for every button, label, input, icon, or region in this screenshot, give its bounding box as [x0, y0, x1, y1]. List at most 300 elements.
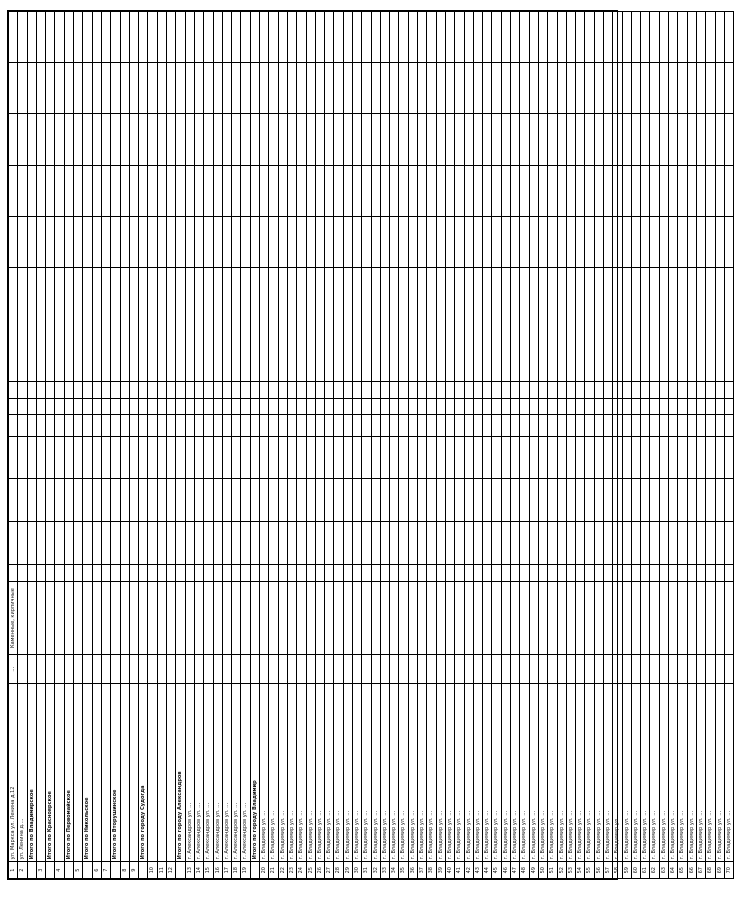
row-number-cell: 31	[362, 862, 371, 879]
year-cell	[64, 655, 73, 684]
table-row	[306, 12, 315, 879]
indicator-cell	[64, 381, 73, 398]
year-cell	[408, 655, 417, 684]
table-row	[678, 12, 687, 879]
area-cell	[678, 436, 687, 479]
total-area-cell	[204, 522, 213, 565]
amount-cell	[445, 216, 454, 267]
amount-cell	[204, 165, 213, 216]
indicator-cell	[334, 381, 343, 398]
table-row	[222, 12, 231, 879]
floors-cell	[334, 565, 343, 582]
floors-cell	[483, 565, 492, 582]
indicator-cell	[464, 381, 473, 398]
year-cell	[390, 655, 399, 684]
living-area-cell	[27, 479, 36, 522]
indicator-cell	[352, 381, 361, 398]
living-area-cell	[241, 479, 250, 522]
flats-cell	[297, 415, 306, 436]
managing-org-cell	[427, 267, 436, 381]
floors-cell	[501, 565, 510, 582]
living-area-cell	[157, 479, 166, 522]
address-cell	[167, 683, 176, 861]
wall-material-cell	[352, 581, 361, 655]
total-area-cell	[399, 522, 408, 565]
flats-cell	[148, 415, 157, 436]
indicator-cell	[250, 381, 259, 398]
amount-cell	[260, 12, 269, 63]
row-number-cell: 69	[715, 862, 724, 879]
indicator-cell	[260, 381, 269, 398]
row-number-cell: 52	[557, 862, 566, 879]
indicator-cell	[659, 381, 668, 398]
managing-org-cell	[185, 267, 194, 381]
floors-cell	[148, 565, 157, 582]
indicator-cell	[92, 381, 101, 398]
row-number-cell: 35	[399, 862, 408, 879]
table-row	[659, 12, 668, 879]
amount-cell	[445, 114, 454, 165]
flats-cell	[287, 415, 296, 436]
area-cell	[436, 436, 445, 479]
table-row	[408, 12, 417, 879]
wall-material-cell	[139, 581, 148, 655]
row-number-cell: 28	[334, 862, 343, 879]
amount-cell	[120, 165, 129, 216]
area-cell	[483, 436, 492, 479]
year-cell	[27, 655, 36, 684]
amount-cell	[408, 63, 417, 114]
amount-cell	[529, 114, 538, 165]
address-cell: г. Владимир ул. …	[473, 683, 482, 861]
flats-cell	[566, 415, 575, 436]
amount-cell	[585, 63, 594, 114]
flats-cell	[650, 415, 659, 436]
indicator-cell	[167, 398, 176, 415]
indicator-cell	[390, 381, 399, 398]
flats-cell	[92, 415, 101, 436]
amount-cell	[343, 216, 352, 267]
area-cell	[641, 436, 650, 479]
living-area-cell	[501, 479, 510, 522]
table-row	[436, 12, 445, 879]
managing-org-cell	[371, 267, 380, 381]
amount-cell	[92, 63, 101, 114]
row-number-cell: 29	[343, 862, 352, 879]
total-area-cell	[604, 522, 613, 565]
year-cell	[669, 655, 678, 684]
wall-material-cell	[418, 581, 427, 655]
indicator-cell	[111, 398, 120, 415]
amount-cell	[538, 63, 547, 114]
indicator-cell	[343, 398, 352, 415]
table-row	[18, 12, 27, 879]
table-row	[148, 12, 157, 879]
total-area-cell	[548, 522, 557, 565]
living-area-cell	[445, 479, 454, 522]
floors-cell	[604, 565, 613, 582]
amount-cell	[157, 114, 166, 165]
managing-org-cell	[724, 267, 733, 381]
amount-cell	[613, 165, 622, 216]
total-area-cell	[464, 522, 473, 565]
amount-cell	[641, 114, 650, 165]
flats-cell	[455, 415, 464, 436]
amount-cell	[576, 165, 585, 216]
managing-org-cell	[250, 267, 259, 381]
floors-cell	[669, 565, 678, 582]
indicator-cell	[167, 381, 176, 398]
flats-cell	[520, 415, 529, 436]
living-area-cell	[641, 479, 650, 522]
flats-cell	[631, 415, 640, 436]
living-area-cell	[473, 479, 482, 522]
floors-cell	[139, 565, 148, 582]
table-group-total-row	[176, 12, 185, 879]
floors-cell	[390, 565, 399, 582]
floors-cell	[315, 565, 324, 582]
table-row	[334, 12, 343, 879]
flats-cell	[194, 415, 203, 436]
indicator-cell	[371, 398, 380, 415]
indicator-cell	[650, 381, 659, 398]
indicator-cell	[715, 398, 724, 415]
area-cell	[371, 436, 380, 479]
year-cell	[511, 655, 520, 684]
area-cell	[269, 436, 278, 479]
amount-cell	[92, 12, 101, 63]
amount-cell	[678, 114, 687, 165]
floors-cell	[194, 565, 203, 582]
floors-cell	[715, 565, 724, 582]
amount-cell	[269, 165, 278, 216]
amount-cell	[306, 216, 315, 267]
flats-cell	[222, 415, 231, 436]
area-cell	[260, 436, 269, 479]
address-cell: г. Владимир ул. …	[352, 683, 361, 861]
living-area-cell	[148, 479, 157, 522]
amount-cell	[715, 63, 724, 114]
table-row	[297, 12, 306, 879]
year-cell	[36, 655, 45, 684]
amount-cell	[483, 63, 492, 114]
total-area-cell	[120, 522, 129, 565]
indicator-cell	[250, 398, 259, 415]
amount-cell	[148, 63, 157, 114]
row-number-cell: 39	[436, 862, 445, 879]
total-area-cell	[538, 522, 547, 565]
flats-cell	[36, 415, 45, 436]
table-row	[9, 12, 18, 879]
amount-cell	[585, 12, 594, 63]
indicator-cell	[576, 398, 585, 415]
indicator-cell	[557, 398, 566, 415]
row-number-cell: 60	[631, 862, 640, 879]
area-cell	[111, 436, 120, 479]
table-row	[204, 12, 213, 879]
amount-cell	[650, 114, 659, 165]
indicator-cell	[455, 381, 464, 398]
amount-cell	[315, 63, 324, 114]
managing-org-cell	[631, 267, 640, 381]
amount-cell	[473, 12, 482, 63]
year-cell	[83, 655, 92, 684]
wall-material-cell	[27, 581, 36, 655]
area-cell	[194, 436, 203, 479]
area-cell	[129, 436, 138, 479]
indicator-cell	[157, 381, 166, 398]
wall-material-cell	[641, 581, 650, 655]
year-cell	[362, 655, 371, 684]
flats-cell	[18, 415, 27, 436]
address-cell: г. Владимир ул. …	[594, 683, 603, 861]
amount-cell	[139, 114, 148, 165]
amount-cell	[696, 12, 705, 63]
flats-cell	[9, 415, 18, 436]
year-cell	[594, 655, 603, 684]
indicator-cell	[585, 381, 594, 398]
living-area-cell	[613, 479, 622, 522]
amount-cell	[46, 114, 55, 165]
amount-cell	[408, 12, 417, 63]
wall-material-cell	[334, 581, 343, 655]
table-row	[315, 12, 324, 879]
year-cell	[622, 655, 631, 684]
managing-org-cell	[613, 267, 622, 381]
amount-cell	[622, 216, 631, 267]
amount-cell	[111, 12, 120, 63]
amount-cell	[724, 216, 733, 267]
flats-cell	[362, 415, 371, 436]
indicator-cell	[27, 381, 36, 398]
table-row	[669, 12, 678, 879]
floors-cell	[204, 565, 213, 582]
row-number-cell: 26	[315, 862, 324, 879]
wall-material-cell	[631, 581, 640, 655]
amount-cell	[687, 114, 696, 165]
wall-material-cell	[678, 581, 687, 655]
indicator-cell	[483, 381, 492, 398]
managing-org-cell	[27, 267, 36, 381]
floors-cell	[511, 565, 520, 582]
living-area-cell	[371, 479, 380, 522]
amount-cell	[520, 216, 529, 267]
managing-org-cell	[46, 267, 55, 381]
indicator-cell	[297, 381, 306, 398]
indicator-cell	[176, 381, 185, 398]
flats-cell	[167, 415, 176, 436]
amount-cell	[297, 165, 306, 216]
floors-cell	[269, 565, 278, 582]
floors-cell	[566, 565, 575, 582]
indicator-cell	[278, 381, 287, 398]
year-cell	[455, 655, 464, 684]
area-cell	[278, 436, 287, 479]
amount-cell	[176, 165, 185, 216]
indicator-cell	[445, 381, 454, 398]
address-cell: г. Владимир ул. …	[427, 683, 436, 861]
indicator-cell	[566, 381, 575, 398]
address-cell: г. Александров ул. …	[213, 683, 222, 861]
table-group-total-row	[46, 12, 55, 879]
wall-material-cell	[111, 581, 120, 655]
amount-cell	[129, 165, 138, 216]
amount-cell	[36, 216, 45, 267]
total-area-cell	[185, 522, 194, 565]
amount-cell	[706, 63, 715, 114]
managing-org-cell	[390, 267, 399, 381]
amount-cell	[696, 63, 705, 114]
amount-cell	[659, 12, 668, 63]
total-area-cell	[55, 522, 64, 565]
amount-cell	[36, 114, 45, 165]
managing-org-cell	[269, 267, 278, 381]
amount-cell	[204, 216, 213, 267]
amount-cell	[297, 216, 306, 267]
amount-cell	[473, 63, 482, 114]
indicator-cell	[83, 398, 92, 415]
amount-cell	[687, 165, 696, 216]
year-cell	[641, 655, 650, 684]
floors-cell	[306, 565, 315, 582]
living-area-cell	[297, 479, 306, 522]
wall-material-cell	[399, 581, 408, 655]
flats-cell	[343, 415, 352, 436]
living-area-cell	[111, 479, 120, 522]
amount-cell	[92, 216, 101, 267]
amount-cell	[594, 114, 603, 165]
total-area-cell	[269, 522, 278, 565]
amount-cell	[250, 114, 259, 165]
living-area-cell	[380, 479, 389, 522]
address-cell: г. Владимир ул. …	[436, 683, 445, 861]
address-cell: г. Александров ул. …	[222, 683, 231, 861]
managing-org-cell	[641, 267, 650, 381]
indicator-cell	[408, 398, 417, 415]
table-row	[604, 12, 613, 879]
floors-cell	[557, 565, 566, 582]
address-cell: г. Владимир ул. …	[269, 683, 278, 861]
amount-cell	[464, 12, 473, 63]
year-cell	[46, 655, 55, 684]
indicator-cell	[455, 398, 464, 415]
area-cell	[548, 436, 557, 479]
amount-cell	[9, 165, 18, 216]
row-number-cell	[46, 862, 55, 879]
living-area-cell	[334, 479, 343, 522]
table-row	[520, 12, 529, 879]
wall-material-cell	[464, 581, 473, 655]
managing-org-cell	[176, 267, 185, 381]
amount-cell	[548, 12, 557, 63]
address-cell: Итого по Владимирское	[27, 683, 36, 861]
wall-material-cell	[724, 581, 733, 655]
total-area-cell	[585, 522, 594, 565]
table-row	[55, 12, 64, 879]
row-number-cell: 48	[520, 862, 529, 879]
year-cell	[696, 655, 705, 684]
total-area-cell	[678, 522, 687, 565]
year-cell	[724, 655, 733, 684]
amount-cell	[455, 114, 464, 165]
table-row	[464, 12, 473, 879]
wall-material-cell	[204, 581, 213, 655]
amount-cell	[241, 12, 250, 63]
year-cell	[538, 655, 547, 684]
amount-cell	[724, 165, 733, 216]
wall-material-cell	[157, 581, 166, 655]
amount-cell	[613, 12, 622, 63]
amount-cell	[129, 12, 138, 63]
flats-cell	[83, 415, 92, 436]
amount-cell	[678, 165, 687, 216]
managing-org-cell	[399, 267, 408, 381]
total-area-cell	[343, 522, 352, 565]
amount-cell	[297, 63, 306, 114]
amount-cell	[371, 114, 380, 165]
total-area-cell	[362, 522, 371, 565]
amount-cell	[492, 216, 501, 267]
indicator-cell	[557, 381, 566, 398]
area-cell	[250, 436, 259, 479]
amount-cell	[687, 12, 696, 63]
amount-cell	[678, 216, 687, 267]
wall-material-cell	[659, 581, 668, 655]
amount-cell	[566, 165, 575, 216]
amount-cell	[325, 63, 334, 114]
wall-material-cell	[315, 581, 324, 655]
address-cell: г. Владимир ул. …	[724, 683, 733, 861]
amount-cell	[213, 216, 222, 267]
total-area-cell	[148, 522, 157, 565]
living-area-cell	[529, 479, 538, 522]
amount-cell	[631, 216, 640, 267]
indicator-cell	[74, 398, 83, 415]
indicator-cell	[129, 398, 138, 415]
managing-org-cell	[650, 267, 659, 381]
area-cell	[232, 436, 241, 479]
indicator-cell	[139, 398, 148, 415]
address-cell: г. Владимир ул. …	[260, 683, 269, 861]
amount-cell	[334, 63, 343, 114]
area-cell	[613, 436, 622, 479]
amount-cell	[139, 12, 148, 63]
living-area-cell	[362, 479, 371, 522]
address-cell: г. Владимир ул. …	[706, 683, 715, 861]
amount-cell	[55, 165, 64, 216]
indicator-cell	[380, 381, 389, 398]
amount-cell	[269, 114, 278, 165]
amount-cell	[511, 63, 520, 114]
amount-cell	[464, 216, 473, 267]
living-area-cell	[74, 479, 83, 522]
flats-cell	[576, 415, 585, 436]
living-area-cell	[538, 479, 547, 522]
row-number-cell	[83, 862, 92, 879]
amount-cell	[613, 63, 622, 114]
total-area-cell	[622, 522, 631, 565]
amount-cell	[27, 114, 36, 165]
amount-cell	[604, 165, 613, 216]
year-cell	[222, 655, 231, 684]
indicator-cell	[678, 381, 687, 398]
amount-cell	[659, 216, 668, 267]
amount-cell	[659, 165, 668, 216]
row-number-cell: 53	[566, 862, 575, 879]
total-area-cell	[576, 522, 585, 565]
indicator-cell	[696, 381, 705, 398]
address-cell: г. Александров ул. …	[241, 683, 250, 861]
